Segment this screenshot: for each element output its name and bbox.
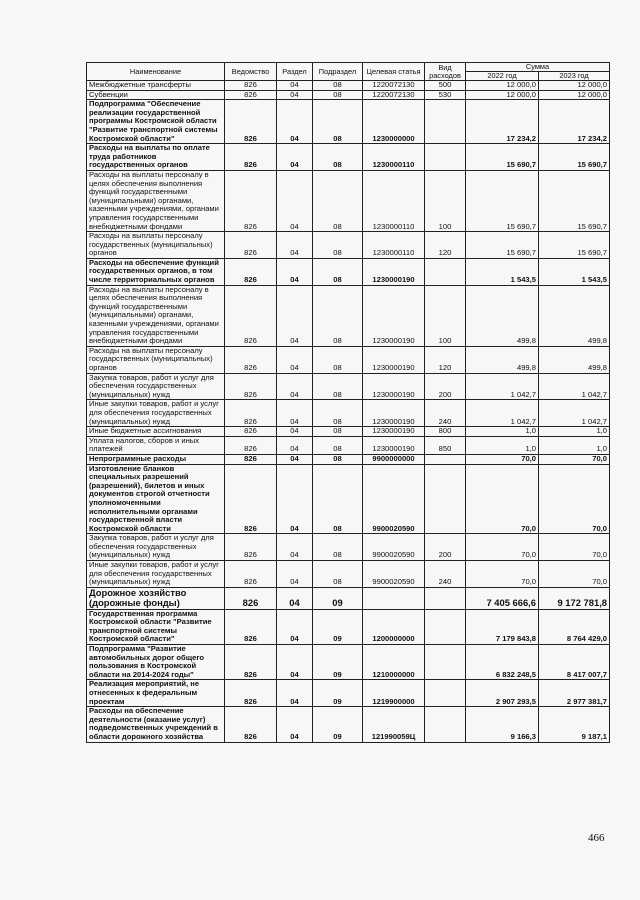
cell-amount-2023: 12 000,0	[539, 90, 610, 100]
cell-section: 04	[277, 144, 313, 171]
cell-name: Субвенции	[87, 90, 225, 100]
cell-department: 826	[225, 346, 277, 373]
cell-subsection: 08	[313, 436, 363, 454]
cell-section: 04	[277, 454, 313, 464]
cell-target-article: 1230000190	[363, 400, 425, 427]
cell-department: 826	[225, 587, 277, 609]
cell-name: Межбюджетные трансферты	[87, 81, 225, 91]
cell-department: 826	[225, 285, 277, 346]
cell-section: 04	[277, 464, 313, 534]
cell-amount-2023: 15 690,7	[539, 144, 610, 171]
cell-amount-2022: 6 832 248,5	[466, 645, 539, 680]
cell-subsection: 08	[313, 534, 363, 561]
cell-target-article: 1219900000	[363, 680, 425, 707]
cell-name: Закупка товаров, работ и услуг для обеспечения государственных (муниципальных) нужд	[87, 373, 225, 400]
cell-name: Изготовление бланков специальных разрешений (разрешений), билетов и иных документов строгой отчетности уполномоченными исполнительными органами государственной власти Костромской области	[87, 464, 225, 534]
table-row	[87, 346, 610, 373]
cell-target-article: 1230000190	[363, 258, 425, 285]
cell-amount-2023: 1 042,7	[539, 400, 610, 427]
cell-expense-type: 240	[425, 561, 466, 588]
header-year-2022: 2022 год	[466, 72, 539, 81]
cell-subsection: 08	[313, 232, 363, 259]
cell-target-article: 1220072130	[363, 90, 425, 100]
cell-name: Подпрограмма "Обеспечение реализации государственной программы Костромской области "Развитие транспортной системы Костромской области"	[87, 100, 225, 144]
cell-target-article: 9900000000	[363, 454, 425, 464]
cell-amount-2023: 15 690,7	[539, 232, 610, 259]
cell-amount-2023: 15 690,7	[539, 170, 610, 231]
cell-department: 826	[225, 100, 277, 144]
table-row	[87, 285, 610, 346]
table-row	[87, 561, 610, 588]
cell-section: 04	[277, 170, 313, 231]
cell-department: 826	[225, 170, 277, 231]
cell-expense-type	[425, 609, 466, 644]
cell-amount-2023: 70,0	[539, 534, 610, 561]
cell-name: Расходы на обеспечение функций государственных органов, в том числе территориальных органов	[87, 258, 225, 285]
header-expense-type: Вид расходов	[425, 63, 466, 81]
cell-expense-type	[425, 144, 466, 171]
cell-amount-2022: 17 234,2	[466, 100, 539, 144]
cell-amount-2023: 9 187,1	[539, 707, 610, 742]
cell-section: 04	[277, 373, 313, 400]
cell-subsection: 09	[313, 707, 363, 742]
header-target-article: Целевая статья	[363, 63, 425, 81]
cell-name: Реализация мероприятий, не отнесенных к федеральным проектам	[87, 680, 225, 707]
cell-department: 826	[225, 373, 277, 400]
cell-subsection: 08	[313, 373, 363, 400]
cell-section: 04	[277, 680, 313, 707]
cell-amount-2023: 17 234,2	[539, 100, 610, 144]
cell-expense-type: 120	[425, 232, 466, 259]
cell-department: 826	[225, 90, 277, 100]
cell-target-article: 1230000190	[363, 346, 425, 373]
cell-name: Расходы на выплаты по оплате труда работников государственных органов	[87, 144, 225, 171]
cell-subsection: 08	[313, 258, 363, 285]
cell-subsection: 08	[313, 464, 363, 534]
cell-name: Государственная программа Костромской области "Развитие транспортной системы Костромской области"	[87, 609, 225, 644]
cell-department: 826	[225, 81, 277, 91]
cell-subsection: 08	[313, 427, 363, 437]
cell-subsection: 08	[313, 400, 363, 427]
cell-amount-2022: 70,0	[466, 454, 539, 464]
cell-section: 04	[277, 346, 313, 373]
cell-department: 826	[225, 534, 277, 561]
cell-target-article: 1230000110	[363, 170, 425, 231]
cell-expense-type	[425, 587, 466, 609]
cell-section: 04	[277, 587, 313, 609]
cell-target-article: 1200000000	[363, 609, 425, 644]
cell-expense-type: 530	[425, 90, 466, 100]
cell-amount-2022: 70,0	[466, 561, 539, 588]
cell-section: 04	[277, 81, 313, 91]
cell-name: Закупка товаров, работ и услуг для обеспечения государственных (муниципальных) нужд	[87, 534, 225, 561]
cell-target-article: 1230000000	[363, 100, 425, 144]
cell-target-article: 1230000110	[363, 144, 425, 171]
cell-expense-type	[425, 707, 466, 742]
cell-name: Уплата налогов, сборов и иных платежей	[87, 436, 225, 454]
header-sum: Сумма	[466, 63, 610, 72]
table-row	[87, 587, 610, 609]
cell-subsection: 08	[313, 170, 363, 231]
cell-target-article: 9900020590	[363, 534, 425, 561]
cell-expense-type: 240	[425, 400, 466, 427]
table-row	[87, 170, 610, 231]
cell-target-article: 1230000190	[363, 285, 425, 346]
cell-subsection: 09	[313, 680, 363, 707]
cell-expense-type	[425, 258, 466, 285]
cell-expense-type	[425, 100, 466, 144]
cell-amount-2023: 1,0	[539, 436, 610, 454]
cell-amount-2022: 7 405 666,6	[466, 587, 539, 609]
cell-expense-type: 120	[425, 346, 466, 373]
cell-department: 826	[225, 609, 277, 644]
cell-expense-type	[425, 454, 466, 464]
cell-name: Расходы на выплаты персоналу в целях обеспечения выполнения функций государственными (муниципальными) органами, казенными учреждениями, органами управления государственными внебюджетными фондами	[87, 170, 225, 231]
cell-amount-2023: 1 543,5	[539, 258, 610, 285]
header-section: Раздел	[277, 63, 313, 81]
header-subsection: Подраздел	[313, 63, 363, 81]
cell-amount-2022: 70,0	[466, 534, 539, 561]
cell-amount-2022: 1 042,7	[466, 400, 539, 427]
cell-department: 826	[225, 400, 277, 427]
cell-subsection: 08	[313, 346, 363, 373]
cell-amount-2022: 70,0	[466, 464, 539, 534]
cell-subsection: 08	[313, 144, 363, 171]
cell-expense-type: 800	[425, 427, 466, 437]
cell-target-article: 1230000190	[363, 427, 425, 437]
cell-amount-2023: 2 977 381,7	[539, 680, 610, 707]
cell-expense-type	[425, 464, 466, 534]
cell-subsection: 08	[313, 454, 363, 464]
table-header	[87, 63, 610, 81]
cell-name: Расходы на выплаты персоналу государственных (муниципальных) органов	[87, 346, 225, 373]
cell-amount-2022: 499,8	[466, 285, 539, 346]
cell-amount-2022: 15 690,7	[466, 144, 539, 171]
cell-department: 826	[225, 645, 277, 680]
cell-amount-2023: 8 764 429,0	[539, 609, 610, 644]
table-row	[87, 436, 610, 454]
page-number: 466	[588, 832, 605, 844]
cell-section: 04	[277, 609, 313, 644]
table-row	[87, 258, 610, 285]
cell-name: Иные закупки товаров, работ и услуг для обеспечения государственных (муниципальных) нужд	[87, 561, 225, 588]
cell-amount-2022: 499,8	[466, 346, 539, 373]
header-year-2023: 2023 год	[539, 72, 610, 81]
cell-subsection: 08	[313, 90, 363, 100]
cell-section: 04	[277, 427, 313, 437]
cell-amount-2022: 1,0	[466, 436, 539, 454]
cell-subsection: 09	[313, 645, 363, 680]
cell-amount-2022: 12 000,0	[466, 90, 539, 100]
cell-department: 826	[225, 464, 277, 534]
cell-department: 826	[225, 680, 277, 707]
cell-target-article: 121990059Ц	[363, 707, 425, 742]
cell-department: 826	[225, 144, 277, 171]
cell-amount-2023: 70,0	[539, 464, 610, 534]
cell-expense-type	[425, 680, 466, 707]
cell-target-article	[363, 587, 425, 609]
cell-name: Подпрограмма "Развитие автомобильных дорог общего пользования в Костромской области на 2014-2024 годы"	[87, 645, 225, 680]
cell-target-article: 1230000110	[363, 232, 425, 259]
cell-section: 04	[277, 285, 313, 346]
table-body	[87, 81, 610, 743]
cell-expense-type: 500	[425, 81, 466, 91]
cell-amount-2023: 1,0	[539, 427, 610, 437]
cell-subsection: 08	[313, 100, 363, 144]
cell-expense-type: 200	[425, 373, 466, 400]
table-row	[87, 464, 610, 534]
table-row	[87, 100, 610, 144]
cell-department: 826	[225, 427, 277, 437]
cell-amount-2023: 12 000,0	[539, 81, 610, 91]
cell-amount-2022: 7 179 843,8	[466, 609, 539, 644]
cell-section: 04	[277, 90, 313, 100]
cell-department: 826	[225, 454, 277, 464]
cell-department: 826	[225, 258, 277, 285]
cell-target-article: 9900020590	[363, 464, 425, 534]
cell-name: Дорожное хозяйство (дорожные фонды)	[87, 587, 225, 609]
cell-expense-type: 200	[425, 534, 466, 561]
table-row	[87, 534, 610, 561]
table-row	[87, 232, 610, 259]
cell-amount-2023: 1 042,7	[539, 373, 610, 400]
cell-amount-2023: 70,0	[539, 561, 610, 588]
cell-name: Непрограммные расходы	[87, 454, 225, 464]
cell-subsection: 09	[313, 609, 363, 644]
cell-name: Расходы на выплаты персоналу государственных (муниципальных) органов	[87, 232, 225, 259]
cell-target-article: 1230000190	[363, 436, 425, 454]
cell-expense-type	[425, 645, 466, 680]
table-row	[87, 144, 610, 171]
cell-section: 04	[277, 436, 313, 454]
table-row	[87, 400, 610, 427]
cell-amount-2022: 1 042,7	[466, 373, 539, 400]
cell-expense-type: 100	[425, 285, 466, 346]
table-row	[87, 609, 610, 644]
cell-name: Расходы на обеспечение деятельности (оказание услуг) подведомственных учреждений в области дорожного хозяйства	[87, 707, 225, 742]
cell-subsection: 08	[313, 561, 363, 588]
cell-target-article: 1230000190	[363, 373, 425, 400]
cell-amount-2022: 15 690,7	[466, 170, 539, 231]
cell-amount-2023: 8 417 007,7	[539, 645, 610, 680]
cell-department: 826	[225, 232, 277, 259]
cell-target-article: 1220072130	[363, 81, 425, 91]
cell-amount-2022: 12 000,0	[466, 81, 539, 91]
table-row	[87, 645, 610, 680]
cell-section: 04	[277, 534, 313, 561]
cell-department: 826	[225, 436, 277, 454]
cell-subsection: 08	[313, 285, 363, 346]
cell-expense-type: 850	[425, 436, 466, 454]
table-row	[87, 454, 610, 464]
budget-table	[86, 62, 610, 743]
header-department: Ведомство	[225, 63, 277, 81]
cell-subsection: 08	[313, 81, 363, 91]
cell-amount-2022: 1 543,5	[466, 258, 539, 285]
table-row	[87, 427, 610, 437]
table-row	[87, 373, 610, 400]
table-row	[87, 707, 610, 742]
cell-subsection: 09	[313, 587, 363, 609]
cell-name: Иные закупки товаров, работ и услуг для обеспечения государственных (муниципальных) нужд	[87, 400, 225, 427]
cell-section: 04	[277, 258, 313, 285]
cell-amount-2022: 1,0	[466, 427, 539, 437]
cell-section: 04	[277, 232, 313, 259]
cell-amount-2023: 9 172 781,8	[539, 587, 610, 609]
cell-amount-2022: 15 690,7	[466, 232, 539, 259]
cell-amount-2022: 9 166,3	[466, 707, 539, 742]
cell-section: 04	[277, 645, 313, 680]
cell-name: Иные бюджетные ассигнования	[87, 427, 225, 437]
cell-amount-2023: 499,8	[539, 285, 610, 346]
cell-department: 826	[225, 707, 277, 742]
cell-amount-2023: 70,0	[539, 454, 610, 464]
table-row	[87, 90, 610, 100]
cell-section: 04	[277, 561, 313, 588]
cell-amount-2023: 499,8	[539, 346, 610, 373]
table-row	[87, 81, 610, 91]
cell-section: 04	[277, 707, 313, 742]
cell-expense-type: 100	[425, 170, 466, 231]
cell-target-article: 1210000000	[363, 645, 425, 680]
cell-amount-2022: 2 907 293,5	[466, 680, 539, 707]
cell-target-article: 9900020590	[363, 561, 425, 588]
cell-name: Расходы на выплаты персоналу в целях обеспечения выполнения функций государственными (муниципальными) органами, казенными учреждениями, органами управления государственными внебюджетными фондами	[87, 285, 225, 346]
cell-department: 826	[225, 561, 277, 588]
table-row	[87, 680, 610, 707]
cell-section: 04	[277, 400, 313, 427]
header-name: Наименование	[87, 63, 225, 81]
cell-section: 04	[277, 100, 313, 144]
